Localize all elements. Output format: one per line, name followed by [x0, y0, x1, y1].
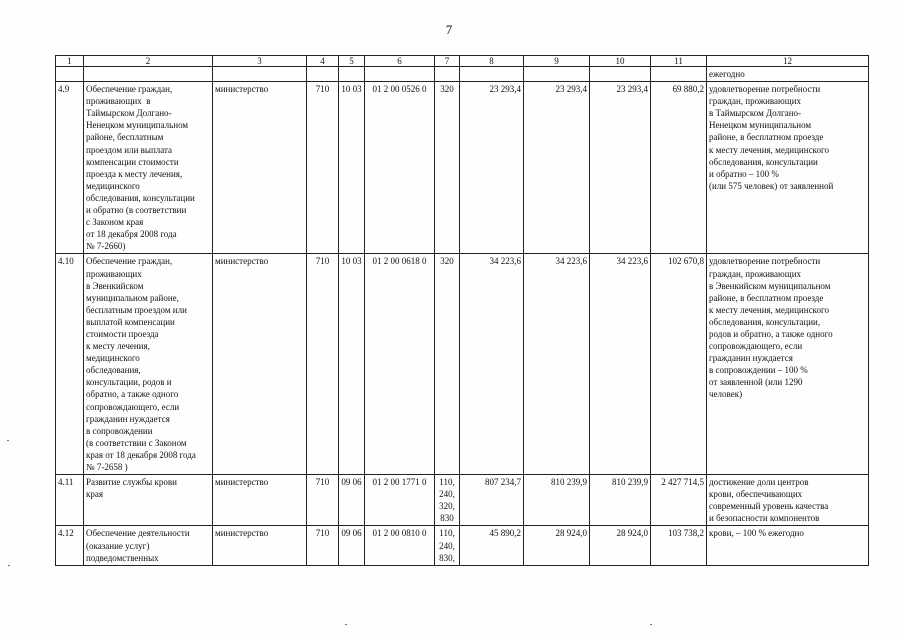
expected-result: крови, – 100 % ежегодно: [707, 526, 869, 565]
rzpr-code: 10 03: [339, 254, 365, 475]
amount-year-3: 810 239,9: [590, 475, 651, 526]
executor: министерство: [213, 475, 307, 526]
csr-code: 01 2 00 1771 0: [365, 475, 435, 526]
amount-year-2: 34 223,6: [524, 254, 590, 475]
executor: министерство: [213, 526, 307, 565]
header-cell: 7: [435, 56, 460, 67]
expected-result: достижение доли центров крови, обеспечивающих современный уровень качества и безопасности компонентов: [707, 475, 869, 526]
scan-speck: [8, 565, 10, 566]
csr-code: 01 2 00 0618 0: [365, 254, 435, 475]
grbs-code: 710: [307, 82, 339, 254]
amount-year-1: 23 293,4: [460, 82, 524, 254]
amount-year-1: 34 223,6: [460, 254, 524, 475]
vr-code: 110, 240, 830,: [435, 526, 460, 565]
rzpr-code: 09 06: [339, 526, 365, 565]
page-number: 7: [445, 22, 453, 37]
budget-table: [55, 55, 869, 566]
table-row: [56, 82, 869, 254]
header-cell: 5: [339, 56, 365, 67]
header-cell: 1: [56, 56, 84, 67]
amount-total: 102 670,8: [651, 254, 707, 475]
amount-year-3: 34 223,6: [590, 254, 651, 475]
scan-speck: [7, 440, 9, 441]
amount-year-1: 807 234,7: [460, 475, 524, 526]
grbs-code: 710: [307, 526, 339, 565]
amount-year-3: 28 924,0: [590, 526, 651, 565]
header-cell: 11: [651, 56, 707, 67]
executor: министерство: [213, 82, 307, 254]
header-cell: 12: [707, 56, 869, 67]
grbs-code: 710: [307, 254, 339, 475]
row-number: 4.12: [56, 526, 84, 565]
scan-speck: [650, 624, 652, 625]
amount-total: 2 427 714,5: [651, 475, 707, 526]
amount-year-1: 45 890,2: [460, 526, 524, 565]
carry-over-row: [56, 67, 869, 82]
row-number: 4.11: [56, 475, 84, 526]
csr-code: 01 2 00 0810 0: [365, 526, 435, 565]
executor: министерство: [213, 254, 307, 475]
table-row: [56, 254, 869, 475]
header-cell: 6: [365, 56, 435, 67]
table-row: [56, 526, 869, 565]
rzpr-code: 10 03: [339, 82, 365, 254]
table-row: [56, 475, 869, 526]
measure-name: Обеспечение граждан, проживающих в Эвенкийском муниципальном районе, бесплатным проездом или выплатой компенсации стоимости проезда к месту лечения, медицинского обследования, консультации, родов и обратно, а также одного сопровождающего, если гражданин нуждается в сопровождении (в соответствии с Законом края от 18 декабря 2008 года № 7-2658 ): [84, 254, 213, 475]
amount-year-2: 810 239,9: [524, 475, 590, 526]
header-cell: 9: [524, 56, 590, 67]
measure-name: Обеспечение деятельности (оказание услуг) подведомственных: [84, 526, 213, 565]
scan-speck: [345, 624, 347, 625]
column-number-row: [56, 56, 869, 67]
vr-code: 320: [435, 254, 460, 475]
expected-result: удовлетворение потребности граждан, проживающих в Таймырском Долгано- Ненецком муниципальном районе, в бесплатном проезде к месту лечения, медицинского обследования, консультации и обратно – 100 % (или 575 человек) от заявленной: [707, 82, 869, 254]
header-cell: 2: [84, 56, 213, 67]
header-cell: 4: [307, 56, 339, 67]
csr-code: 01 2 00 0526 0: [365, 82, 435, 254]
vr-code: 320: [435, 82, 460, 254]
expected-result: удовлетворение потребности граждан, проживающих в Эвенкийском муниципальном районе, в бесплатном проезде к месту лечения, медицинского обследования, консультации, родов и обратно, а также одного сопровождающего, если гражданин нуждается в сопровождении – 100 % от заявленной (или 1290 человек): [707, 254, 869, 475]
header-cell: 8: [460, 56, 524, 67]
amount-year-2: 23 293,4: [524, 82, 590, 254]
amount-total: 103 738,2: [651, 526, 707, 565]
header-cell: 10: [590, 56, 651, 67]
rzpr-code: 09 06: [339, 475, 365, 526]
amount-total: 69 880,2: [651, 82, 707, 254]
carry-over-text: ежегодно: [707, 67, 869, 82]
row-number: 4.10: [56, 254, 84, 475]
measure-name: Развитие службы крови края: [84, 475, 213, 526]
amount-year-2: 28 924,0: [524, 526, 590, 565]
measure-name: Обеспечение граждан, проживающих в Таймырском Долгано- Ненецком муниципальном районе, бесплатным проездом или выплата компенсации стоимости проезда к месту лечения, медицинского обследования, консультации и обратно (в соответствии с Законом края от 18 декабря 2008 года № 7-2660): [84, 82, 213, 254]
row-number: 4.9: [56, 82, 84, 254]
amount-year-3: 23 293,4: [590, 82, 651, 254]
vr-code: 110, 240, 320, 830: [435, 475, 460, 526]
header-cell: 3: [213, 56, 307, 67]
grbs-code: 710: [307, 475, 339, 526]
